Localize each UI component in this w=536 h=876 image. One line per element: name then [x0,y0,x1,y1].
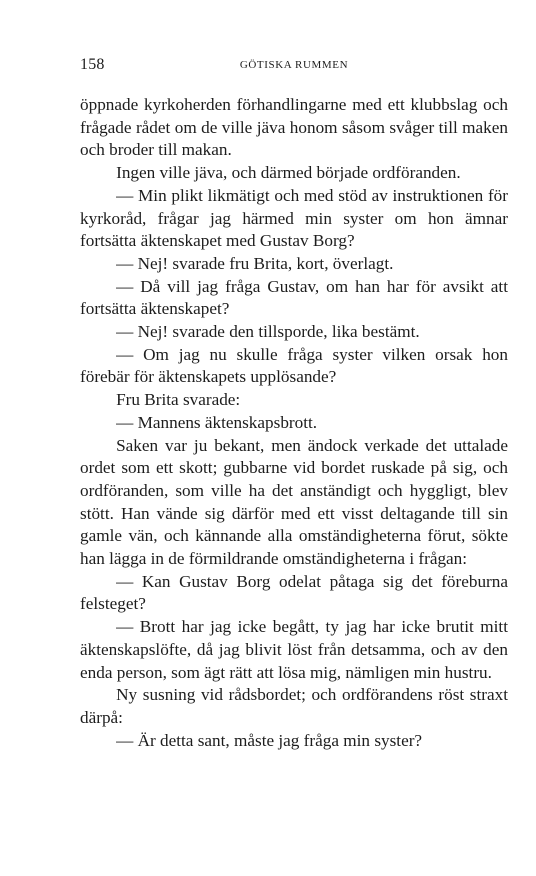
running-head: GÖTISKA RUMMEN [239,59,349,71]
paragraph: öppnade kyrkoherden förhandlingarne med ett klubbslag och frågade rådet om de ville jäva honom såsom svåger till maken och broder till makan. [80,95,508,160]
dialogue-line: — Nej! svarade den tillsporde, lika bestämt. [116,322,420,342]
page-number: 158 [80,56,105,73]
paragraph: Saken var ju bekant, men ändock verkade det uttalade ordet som ett skott; gubbarne vid bordet ruskade på sig, och ordföranden, som ville ha det anständigt och hyggligt, blev stött. Han vände sig därför med ett visst deltagande till sin gamle vän, och kännande alla omständigheterna förut, sökte han lägga in de förmildrande omständigheterna i frågan: [80,435,508,569]
dialogue-line: — Nej! svarade fru Brita, kort, överlagt. [116,253,394,273]
page-header [80,56,508,78]
dialogue-line: — Är detta sant, måste jag fråga min syster? [116,730,423,750]
dialogue-line: — Mannens äktenskapsbrott. [116,412,318,432]
dialogue-line: — Då vill jag fråga Gustav, om han har för avsikt att fortsätta äktenskapet? [80,276,508,319]
paragraph: Ingen ville jäva, och därmed började ordföranden. [116,163,461,183]
body-text [80,94,508,752]
dialogue-line: — Kan Gustav Borg odelat påtaga sig det föreburna felsteget? [80,571,508,614]
dialogue-line: — Brott har jag icke begått, ty jag har icke brutit mitt äktenskapslöfte, då jag blivit löst från detsamma, och av den enda person, som ägt rätt att lösa mig, nämligen min hustru. [80,617,508,682]
paragraph: Ny susning vid rådsbordet; och ordförandens röst straxt därpå: [80,685,508,727]
paragraph: Fru Brita svarade: [116,390,241,410]
dialogue-line: — Min plikt likmätigt och med stöd av instruktionen för kyrkoråd, frågar jag härmed min syster om hon ämnar fortsätta äktenskapet med Gustav Borg? [80,185,508,251]
dialogue-line: — Om jag nu skulle fråga syster vilken orsak hon förebär för äktenskapets upplösande? [80,344,508,387]
